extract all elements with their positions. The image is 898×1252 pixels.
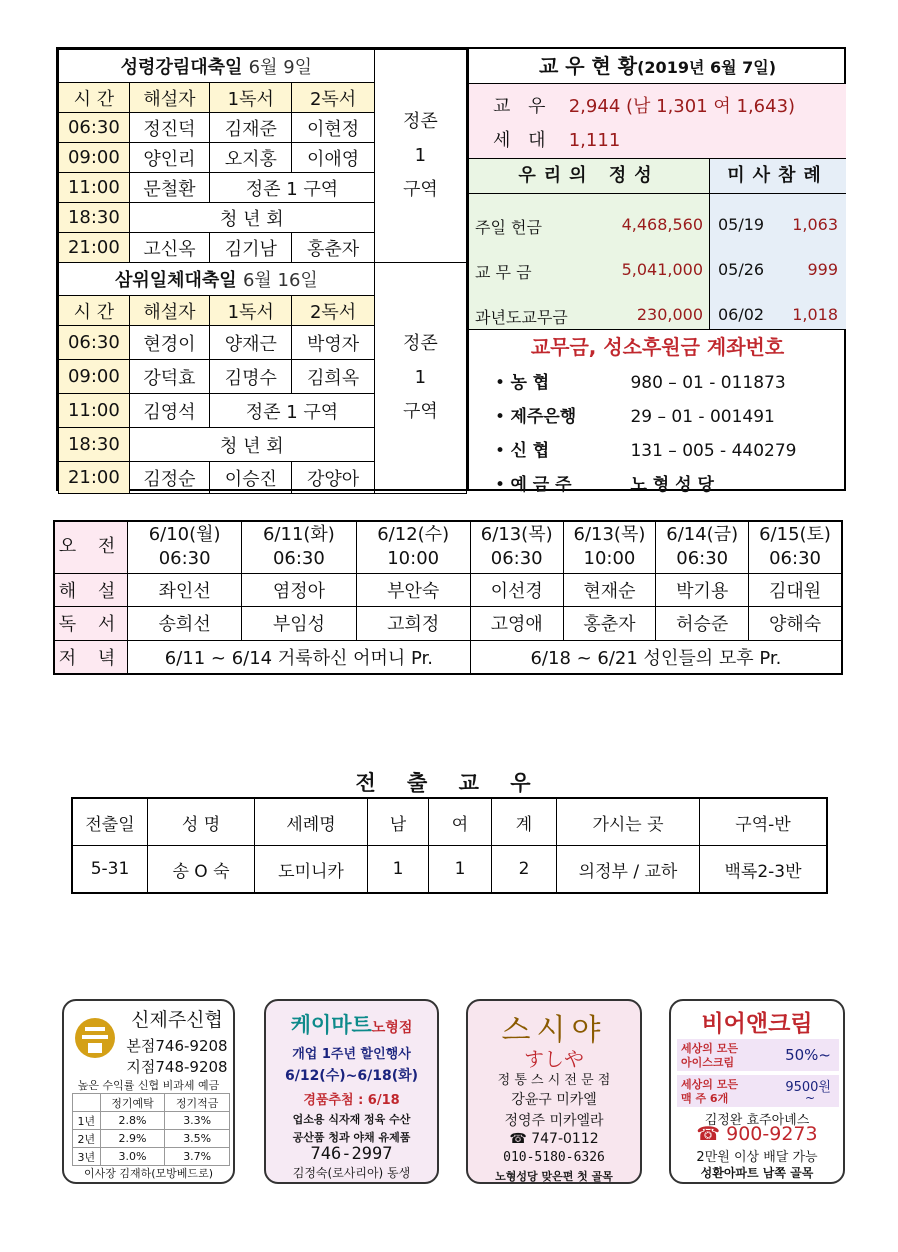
weekday-mass-schedule [53,520,843,675]
parish-status-title: 교 우 현 황(2019년 6월 7일) [469,49,846,84]
table-header-row: 전출일 성 명 세례명 남 여 계 가시는 곳 구역-반 [72,798,827,846]
shinhyup-chair: 이사장 김재하(모방베드로) [84,1167,213,1180]
beer-delivery: 2만원 이상 배달 가능 [696,1150,818,1165]
beer-location: 성환아파트 남쪽 골목 [700,1166,814,1180]
beer-item1: 세상의 모든 아이스크림 50%~ [677,1039,839,1071]
kmart-owner: 김정숙(로사리아) 동생 [292,1166,411,1180]
kmart-name: 케이마트노형점 [290,1013,413,1037]
kmart-phone: 746-2997 [310,1144,393,1164]
trinity-title: 삼위일체대축일 6월 16일 [59,263,375,296]
beer-item2: 세상의 모든 맥 주 6개 9500원 ~ [677,1075,839,1107]
kmart-line2: 공산품 청과 야채 유제품 [292,1131,411,1144]
accounts-title: 교무금, 성소후원금 계좌번호 [530,335,785,359]
offerings-title: 우리의 정성 [469,159,709,194]
sushiya-phone: ☎ 747-0112 [509,1131,599,1147]
moving-out-section [71,797,828,894]
table-row: 09:00 양인리 오지홍 이애영 [59,143,467,173]
shinhyup-logo-icon [70,1015,120,1061]
ad-kmart [264,999,439,1184]
ad-shinhyup [62,999,235,1184]
table-row: 5-31 송 O 숙 도미니카 1 1 2 의정부 / 교하 백록2-3반 [72,846,827,894]
table-header-row: 시 간 해설자 1독서 2독서 [59,83,467,113]
account-row: • 제주은행 29 – 01 - 001491 [495,407,775,427]
shinhyup-name: 신제주신협 [131,1009,223,1031]
top-info-block [56,47,846,495]
account-row: • 농 협 980 – 01 - 011873 [495,373,786,393]
ad-sushiya [466,999,642,1184]
kmart-line1: 업소용 식자재 정육 수산 [292,1113,411,1126]
account-row: • 예 금 주 노 형 성 당 [495,475,714,495]
sushiya-location: 노형성당 맞은편 첫 골목 [495,1170,613,1183]
sushiya-name: 스시야 [501,1013,607,1048]
liturgy-schedule [58,49,469,489]
rate-table: 정기예탁 정기적금 1년 2.8% 3.3% 2년 2.9% 3.5% 3년 3.0% 3.7% [72,1093,230,1166]
table-row: 11:00 문철환 정존 1 구역 [59,173,467,203]
moving-out-title: 전 출 교 우 [355,771,543,795]
parish-info [469,49,846,495]
beer-name: 비어앤크림 [701,1011,813,1037]
table-row: 06:30 정진덕 김재준 이현정 [59,113,467,143]
shinhyup-slogan: 높은 수익률 신협 비과세 예금 [77,1079,220,1092]
table-row: 21:00 고신옥 김기남 홍춘자 [59,233,467,263]
mass-attendance-box [710,159,846,330]
kmart-event: 개업 1주년 할인행사 [292,1047,411,1062]
attendance-row: 05/19 1,063 [718,215,838,234]
trinity-side-label: 정존 1 구역 [374,263,466,494]
account-row: • 신 협 131 – 005 - 440279 [495,441,797,461]
table-row: 21:00 김정순 이승진 강양아 [59,462,467,494]
table-row: 18:30 청 년 회 [59,203,467,233]
table-row: 독 서 송희선 부임성 고희정 고영애 홍춘자 허승준 양해숙 [54,606,842,640]
table-row: 09:00 강덕효 김명수 김희옥 [59,360,467,394]
offering-row: 주일 헌금 4,468,560 [475,215,703,237]
shinhyup-branch-phone: 지점748-9208 [126,1058,228,1076]
pentecost-title: 성령강림대축일 6월 9일 [59,50,375,83]
offering-row: 과년도교무금 230,000 [475,305,703,327]
table-row: 18:30 청 년 회 [59,428,467,462]
sushiya-name-jp: すしや [524,1047,584,1071]
sushiya-owner1: 강윤구 미카엘 [511,1092,597,1108]
attendance-row: 06/02 1,018 [718,305,838,324]
beer-phone: ☎ 900-9273 [696,1123,818,1145]
mass-attendance-title: 미사참례 [710,159,846,194]
sushiya-mobile: 010-5180-6326 [503,1150,605,1165]
kmart-period: 6/12(수)~6/18(화) [284,1068,419,1084]
households-row: 세 대 1,111 [493,130,621,151]
weekday-table [53,520,843,675]
sushiya-owner2: 정영주 미카엘라 [504,1113,604,1129]
offerings-box [469,159,710,330]
beer-owner: 김정완 효주아녜스 [704,1113,810,1128]
phone-icon: ☎ [696,1123,727,1145]
table-row: 06:30 현경이 양재근 박영자 [59,326,467,360]
phone-icon: ☎ [509,1131,532,1147]
members-row: 교 우 2,944 (남 1,301 여 1,643) [493,96,796,117]
pentecost-side-label: 정존 1 구역 [374,50,466,263]
moving-out-table [71,797,828,894]
ad-beer-cream [669,999,845,1184]
sushiya-desc: 정 통 스 시 전 문 점 [497,1073,611,1088]
offering-row: 교 무 금 5,041,000 [475,260,703,282]
shinhyup-main-phone: 본점746-9208 [126,1037,228,1055]
parish-status-body [469,84,846,159]
table-header-row: 오 전 6/10(월) 06:30 6/11(화) 06:30 6/12(수) 10:00 6/13(목) 06:30 6/13(목) 10:00 6/14(금) 06:30 6/15(토) 06:30 [54,521,842,573]
table-row: 저 녁 6/11 ~ 6/14 거룩하신 어머니 Pr. 6/18 ~ 6/21 성인들의 모후 Pr. [54,640,842,674]
table-header-row: 시 간 해설자 1독서 2독서 [59,296,467,326]
attendance-row: 05/26 999 [718,260,838,279]
table-row: 11:00 김영석 정존 1 구역 [59,394,467,428]
kmart-draw: 경품추첨 : 6/18 [303,1093,400,1108]
bank-accounts [469,330,846,495]
table-row: 해 설 좌인선 염정아 부안숙 이선경 현재순 박기용 김대원 [54,573,842,606]
pentecost-table [58,49,467,494]
